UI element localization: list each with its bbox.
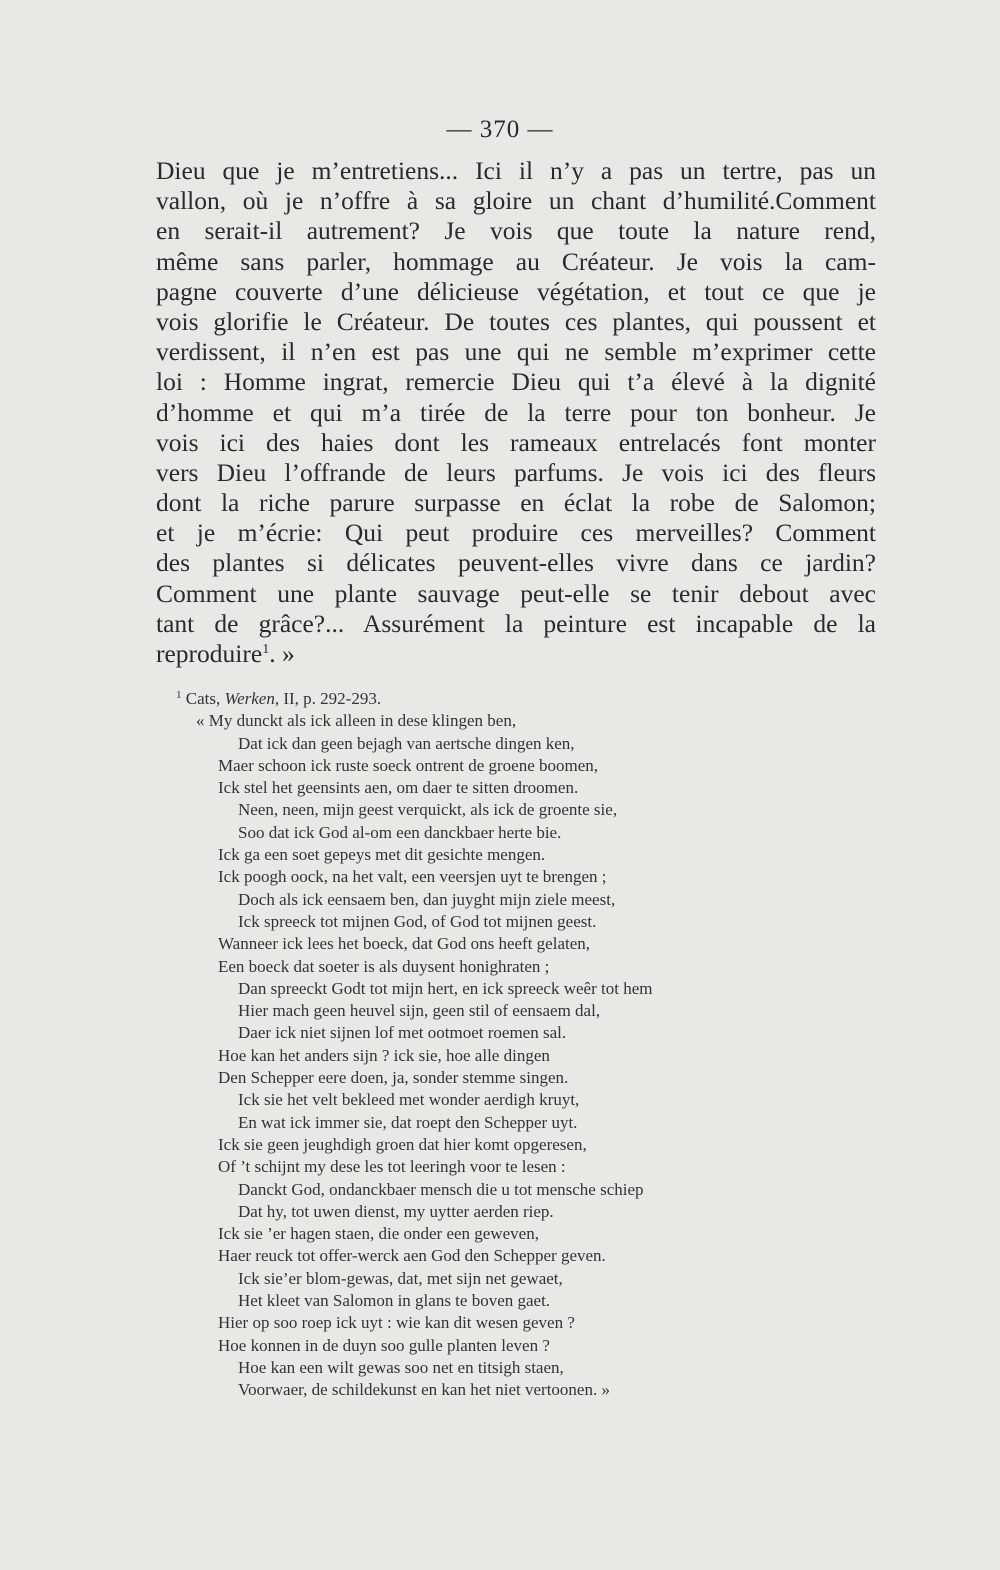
poem-line: Dan spreeckt Godt tot mijn hert, en ick spreeck weêr tot hem xyxy=(238,978,653,998)
text-line: et je m’écrie: Qui peut produire ces merveilles? Comment xyxy=(156,518,876,548)
last-line-text: reproduire xyxy=(156,639,263,668)
poem-line: Hoe konnen in de duyn soo gulle planten leven ? xyxy=(218,1335,550,1355)
poem-line: « My dunckt als ick alleen in dese klingen ben, xyxy=(196,711,517,731)
text-line: même sans parler, hommage au Créateur. Je vois la cam- xyxy=(156,246,876,276)
poem-line: Wanneer ick lees het boeck, dat God ons heeft gelaten, xyxy=(218,934,591,954)
poem-line: Daer ick niet sijnen lof met ootmoet roemen sal. xyxy=(238,1023,567,1043)
text-line: pagne couverte d’une délicieuse végétation, et tout ce que je xyxy=(156,276,876,306)
text-line: tant de grâce?... Assurément la peinture est incapable de la xyxy=(156,608,876,638)
footnote-reference: 1 xyxy=(262,642,270,657)
text-line-last xyxy=(156,639,876,669)
poem-line: Danckt God, ondanckbaer mensch die u tot mensche schiep xyxy=(238,1179,644,1199)
citation-author: Cats, xyxy=(185,689,225,708)
poem-line: Soo dat ick God al-om een danckbaer herte bie. xyxy=(238,822,562,842)
citation-ref: , II, p. 292-293. xyxy=(274,689,382,708)
last-line-tail: . » xyxy=(269,639,295,668)
poem-line: Ick stel het geensints aen, om daer te sitten droomen. xyxy=(218,778,579,798)
text-line: verdissent, il n’en est pas une qui ne semble m’exprimer cette xyxy=(156,337,876,367)
footnote-poem xyxy=(176,710,816,1401)
poem-line: Dat ick dan geen bejagh van aertsche dingen ken, xyxy=(238,733,575,753)
poem-line: Ick sie geen jeughdigh groen dat hier komt opgeresen, xyxy=(218,1134,587,1154)
poem-line: Hier op soo roep ick uyt : wie kan dit wesen geven ? xyxy=(218,1313,575,1333)
poem-line: Ick ga een soet gepeys met dit gesichte mengen. xyxy=(218,845,546,865)
text-line: vois glorifie le Créateur. De toutes ces plantes, qui poussent et xyxy=(156,306,876,336)
poem-line: Ick spreeck tot mijnen God, of God tot mijnen geest. xyxy=(238,911,597,931)
poem-line: Neen, neen, mijn geest verquickt, als ick de groente sie, xyxy=(238,800,618,820)
footnote-citation xyxy=(176,688,816,710)
poem-line: Een boeck dat soeter is als duysent honighraten ; xyxy=(218,956,550,976)
text-line: loi : Homme ingrat, remercie Dieu qui t’a élevé à la dignité xyxy=(156,367,876,397)
poem-line: En wat ick immer sie, dat roept den Schepper uyt. xyxy=(238,1112,578,1132)
footnote-mark: 1 xyxy=(176,689,182,701)
poem-line: Of ’t schijnt my dese les tot leeringh voor te lesen : xyxy=(218,1157,566,1177)
text-line: Comment une plante sauvage peut-elle se tenir debout avec xyxy=(156,578,876,608)
text-line: des plantes si délicates peuvent-elles vivre dans ce jardin? xyxy=(156,548,876,578)
text-line: vois ici des haies dont les rameaux entrelacés font monter xyxy=(156,427,876,457)
footnote xyxy=(176,688,816,1402)
text-line: dont la riche parure surpasse en éclat la robe de Salomon; xyxy=(156,488,876,518)
page-number: — 370 — xyxy=(446,116,554,143)
citation-work: Werken xyxy=(224,689,275,708)
poem-line: Hoe kan een wilt gewas soo net en titsigh staen, xyxy=(238,1357,564,1377)
text-line: vallon, où je n’offre à sa gloire un chant d’humilité.Comment xyxy=(156,186,876,216)
poem-line: Ick sie’er blom-gewas, dat, met sijn net gewaet, xyxy=(238,1268,563,1288)
text-line: en serait-il autrement? Je vois que toute la nature rend, xyxy=(156,216,876,246)
poem-line: Ick sie ’er hagen staen, die onder een geweven, xyxy=(218,1224,539,1244)
poem-line: Haer reuck tot offer-werck aen God den Schepper geven. xyxy=(218,1246,606,1266)
text-line: Dieu que je m’entretiens... Ici il n’y a pas un tertre, pas un xyxy=(156,156,876,185)
text-line: d’homme et qui m’a tirée de la terre pour ton bonheur. Je xyxy=(156,397,876,427)
poem-line: Maer schoon ick ruste soeck ontrent de groene boomen, xyxy=(218,755,599,775)
poem-line: Hier mach geen heuvel sijn, geen stil of eensaem dal, xyxy=(238,1001,601,1021)
poem-line: Ick sie het velt bekleed met wonder aerdigh kruyt, xyxy=(238,1090,580,1110)
main-text xyxy=(156,156,876,669)
text-line: vers Dieu l’offrande de leurs parfums. Je vois ici des fleurs xyxy=(156,457,876,487)
poem-line: Het kleet van Salomon in glans te boven gaet. xyxy=(238,1291,551,1311)
poem-line: Dat hy, tot uwen dienst, my uytter aerden riep. xyxy=(238,1201,554,1221)
poem-line: Doch als ick eensaem ben, dan juyght mijn ziele meest, xyxy=(238,889,616,909)
poem-line: Hoe kan het anders sijn ? ick sie, hoe alle dingen xyxy=(218,1045,550,1065)
poem-line: Den Schepper eere doen, ja, sonder stemme singen. xyxy=(218,1068,569,1088)
poem-line: Ick poogh oock, na het valt, een veersjen uyt te brengen ; xyxy=(218,867,607,887)
poem-line: Voorwaer, de schildekunst en kan het niet vertoonen. » xyxy=(238,1380,610,1400)
